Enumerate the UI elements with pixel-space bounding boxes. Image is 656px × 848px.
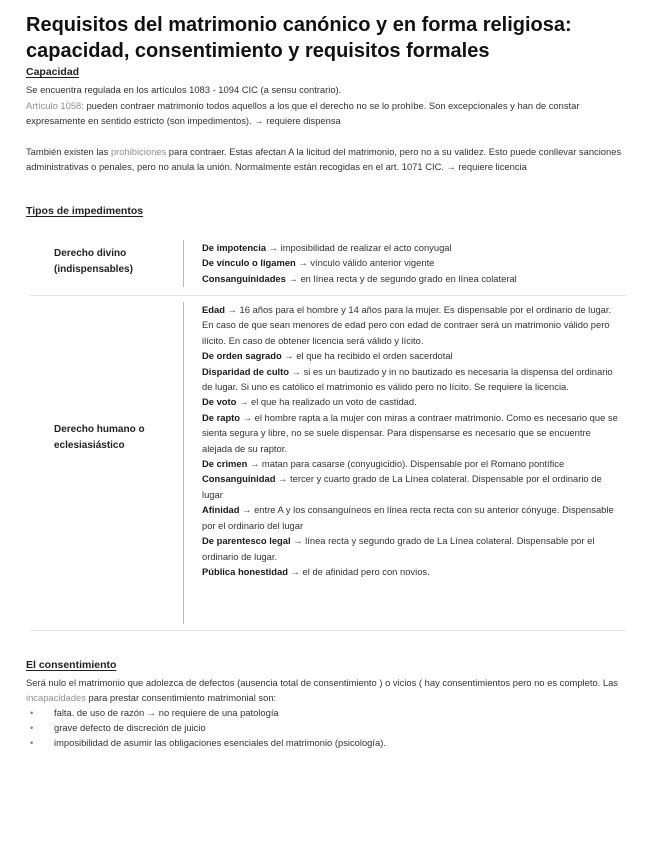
bullet-icon: • bbox=[30, 737, 34, 748]
prohibiciones-intro: También existen las bbox=[26, 146, 111, 157]
prohibiciones-term: prohibiciones bbox=[110, 146, 167, 157]
incapacidades-term: incapacidades bbox=[26, 692, 86, 703]
paragraph-consentimiento bbox=[26, 675, 631, 705]
label-derecho-humano: Derecho humano o eclesiasiástico bbox=[54, 424, 145, 451]
item-desc: → entre A y los consanguíneos en línea recta recta con su anterior cónyuge. Dispensable por el ordinario del lugar bbox=[202, 504, 614, 531]
list-derecho-divino bbox=[202, 240, 620, 286]
list-item bbox=[202, 456, 620, 471]
paragraph-articulo-1058 bbox=[26, 98, 631, 128]
item-desc: → el que ha realizado un voto de castidad. bbox=[236, 396, 417, 408]
bullet-text: imposibilidad de asumir las obligaciones esenciales del matrimonio (psicología). bbox=[54, 737, 386, 748]
item-term: Consanguinidades bbox=[202, 272, 286, 284]
item-desc: → matan para casarse (conyugicidio). Dispensable por el Romano pontífice bbox=[247, 458, 565, 470]
item-term: De crimen bbox=[202, 458, 248, 470]
list-item bbox=[202, 271, 620, 286]
paragraph-prohibiciones bbox=[26, 144, 631, 174]
article-reference: Artículo 1058: bbox=[26, 100, 84, 111]
item-term: Afinidad bbox=[202, 504, 240, 516]
table-row-divider bbox=[30, 295, 626, 296]
section-heading-tipos: Tipos de impedimentos bbox=[26, 205, 144, 217]
section-heading-capacidad: Capacidad bbox=[26, 66, 80, 78]
item-desc: → 16 años para el hombre y 14 años para la mujer. Es dispensable por el ordinario de lugar. En caso de que sean menores de edad pero con edad de contraer será un matrimonio válido pero ilícito. En caso de obtener licencia será válido y lícito. bbox=[202, 304, 612, 346]
bullet-icon: • bbox=[30, 707, 34, 718]
list-item bbox=[202, 240, 620, 255]
list-item bbox=[202, 410, 620, 456]
list-item bbox=[202, 348, 620, 363]
item-term: Edad bbox=[202, 304, 225, 315]
list-item bbox=[202, 364, 620, 395]
item-desc: → imposibilidad de realizar el acto conyugal bbox=[266, 242, 452, 253]
paragraph-regulacion: Se encuentra regulada en los artículos 1083 - 1094 CIC (a sensu contrario). bbox=[26, 84, 342, 95]
label-derecho-divino: Derecho divino (indispensables) bbox=[54, 248, 133, 275]
list-item bbox=[202, 502, 620, 533]
section-heading-consentimiento: El consentimiento bbox=[26, 659, 117, 671]
item-desc: → línea recta y segundo grado de La Línea colateral. Dispensable por el ordinario de lugar. bbox=[202, 535, 595, 562]
consentimiento-text: para prestar consentimiento matrimonial son: bbox=[85, 692, 277, 703]
list-item bbox=[26, 720, 386, 735]
item-desc: → el que ha recibido el orden sacerdotal bbox=[281, 350, 453, 362]
page-title: Requisitos del matrimonio canónico y en forma religiosa: capacidad, consentimiento y requisitos formales bbox=[26, 14, 572, 62]
item-term: De voto bbox=[202, 396, 237, 408]
consentimiento-intro: Será nulo el matrimonio que adolezca de defectos (ausencia total de consentimiento ) o vicios ( hay consentimientos pero no es completo. Las bbox=[26, 677, 618, 688]
list-item bbox=[26, 735, 386, 750]
item-term: Consanguinidad bbox=[202, 473, 276, 485]
list-item bbox=[202, 533, 620, 564]
item-term: Pública honestidad bbox=[202, 565, 288, 577]
incapacidades-list bbox=[26, 705, 386, 750]
bullet-text: grave defecto de discreción de juicio bbox=[54, 722, 206, 733]
list-item bbox=[202, 302, 620, 348]
item-desc: → vínculo válido anterior vigente bbox=[295, 257, 435, 269]
bullet-text: falta. de uso de razón → no requiere de una patología bbox=[54, 707, 279, 718]
list-item bbox=[26, 705, 386, 720]
list-derecho-humano bbox=[202, 302, 620, 579]
divider-bar-divino bbox=[183, 240, 184, 287]
item-desc: → el de afinidad pero con novios. bbox=[287, 565, 430, 577]
list-item bbox=[202, 471, 620, 502]
table-bottom-divider bbox=[30, 630, 626, 631]
item-desc: → tercer y cuarto grado de La Línea colateral. Dispensable por el ordinario de lugar bbox=[202, 473, 602, 500]
list-item bbox=[202, 564, 620, 579]
item-desc: → el hombre rapta a la mujer con miras a contraer matrimonio. Como es necesario que se sienta segura y libre, no se suele dispensar. Para dispensarse es necesario que se encuentre alejada de su raptor. bbox=[202, 411, 618, 454]
bullet-icon: • bbox=[30, 722, 34, 733]
item-term: De impotencia bbox=[202, 242, 267, 253]
item-desc: → en línea recta y de segundo grado en línea colateral bbox=[285, 272, 517, 284]
item-desc: → si es un bautizado y in no bautizado es necesaria la dispensa del ordinario de lugar. Si uno es católico el matrimonio es válido pero no lícito. Se requiere la licencia. bbox=[202, 365, 613, 393]
item-term: De rapto bbox=[202, 411, 241, 423]
list-item bbox=[202, 394, 620, 409]
article-text: pueden contraer matrimonio todos aquellos a los que el derecho no se lo prohíbe. Son excepcionales y han de constar expresamente en sentido estricto (son impedimentos). → requiere dispensa bbox=[26, 100, 580, 126]
prohibiciones-text: para contraer. Estas afectan A la licitud del matrimonio, pero no a su validez. Esto puede conllevar sanciones administrativas o penales, pero no anula la unión. Normalmente están recogidas en el art. 1071 CIC. → requiere licencia bbox=[26, 146, 622, 172]
divider-bar-humano bbox=[183, 302, 184, 624]
item-term: De orden sagrado bbox=[202, 350, 282, 362]
item-term: Disparidad de culto bbox=[202, 365, 289, 377]
item-term: De parentesco legal bbox=[202, 535, 291, 547]
item-term: De vínculo o ligamen bbox=[202, 257, 296, 269]
list-item bbox=[202, 255, 620, 270]
